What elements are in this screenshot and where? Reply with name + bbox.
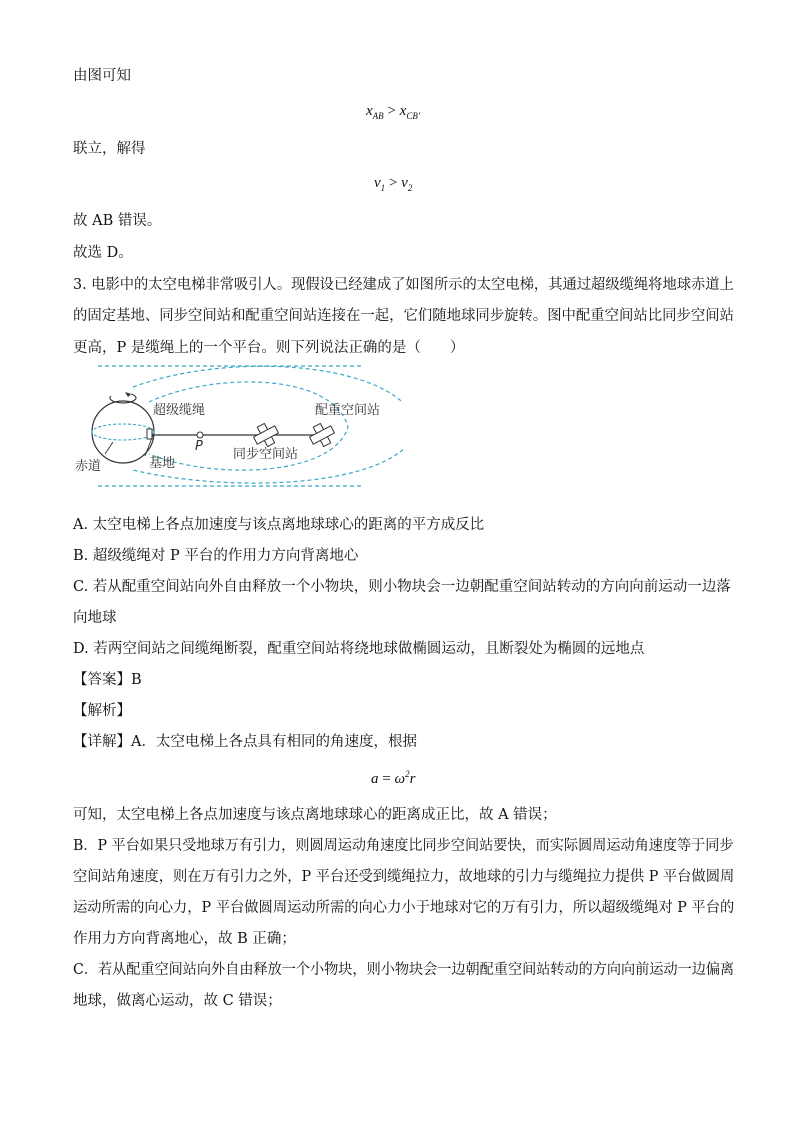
option-d: D. 若两空间站之间缆绳断裂，配重空间站将绕地球做椭圆运动，且断裂处为椭圆的远地点	[73, 641, 645, 657]
equation-v1-gt-v2: $v_1 > v_2$	[374, 175, 413, 193]
label-counterweight: 配重空间站	[315, 403, 381, 418]
label-equator: 赤道	[75, 459, 102, 474]
base-marker	[147, 429, 152, 439]
question-stem-line: 更高，P 是缆绳上的一个平台。则下列说法正确的是（ ）	[73, 340, 465, 356]
explanation-line: 可知，太空电梯上各点加速度与该点离地球球心的距离成正比，故 A 错误；	[73, 807, 557, 823]
rotation-arrow-head	[125, 392, 131, 397]
explanation-line: B．P 平台如果只受地球万有引力，则圆周运动角速度比同步空间站要快，而实际圆周运动角速度等于同步	[73, 838, 734, 854]
explanation-line: C．若从配重空间站向外自由释放一个小物块，则小物块会一边朝配重空间站转动的方向向前运动一边偏离	[73, 962, 735, 978]
option-b: B. 超级缆绳对 P 平台的作用力方向背离地心	[73, 548, 359, 564]
explanation-line: 地球，做离心运动，故 C 错误；	[73, 993, 282, 1009]
text-line: 联立，解得	[73, 141, 146, 157]
label-sync-station: 同步空间站	[233, 447, 299, 462]
text-line: 由图可知	[73, 68, 131, 84]
equation-xab-gt-xcb: $x_{AB} > x_{CB'}$	[366, 103, 420, 121]
equation-a-omega2r: $a = \omega^2r$	[371, 769, 416, 787]
analysis-heading: 【解析】	[73, 703, 131, 719]
question-stem-line: 3. 电影中的太空电梯非常吸引人。现假设已经建成了如图所示的太空电梯，其通过超级缆绳将地球赤道上	[73, 277, 734, 293]
label-base: 基地	[149, 456, 176, 471]
explanation-line: 运动所需的向心力，P 平台做圆周运动所需的向心力小于地球对它的万有引力，所以超级缆绳对 P 平台的	[73, 900, 735, 916]
label-p: P	[195, 439, 203, 454]
option-c: C. 若从配重空间站向外自由释放一个小物块，则小物块会一边朝配重空间站转动的方向向前运动一边落	[73, 579, 731, 595]
answer-line: 【答案】B	[73, 672, 142, 688]
text-line: 故 AB 错误。	[73, 213, 162, 229]
explanation-line: 空间站角速度，则在万有引力之外，P 平台还受到缆绳拉力，故地球的引力与缆绳拉力提供 P 平台做圆周	[73, 869, 735, 885]
platform-p-dot	[197, 432, 203, 438]
option-c-cont: 向地球	[73, 610, 117, 626]
explanation-line: 作用力方向背离地心，故 B 正确；	[73, 931, 296, 947]
text-line: 故选 D。	[73, 245, 133, 261]
space-elevator-figure	[73, 362, 403, 487]
earth-circle	[92, 401, 154, 463]
option-a: A. 太空电梯上各点加速度与该点离地球球心的距离的平方成反比	[73, 517, 485, 533]
question-stem-line: 的固定基地、同步空间站和配重空间站连接在一起，它们随地球同步旋转。图中配重空间站比同步空间站	[73, 308, 734, 324]
explanation-line: 【详解】A．太空电梯上各点具有相同的角速度，根据	[73, 734, 417, 750]
label-cable: 超级缆绳	[153, 403, 206, 418]
